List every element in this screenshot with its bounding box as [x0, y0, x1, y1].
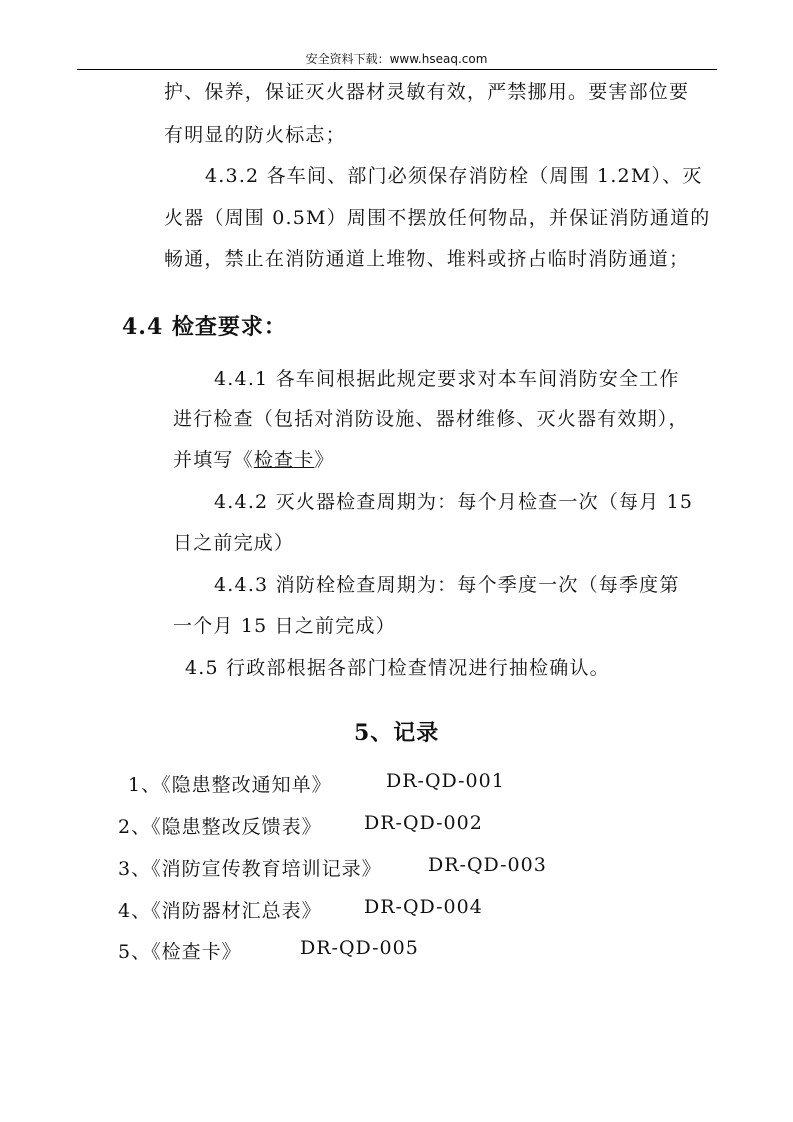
record-item — [118, 854, 718, 881]
record-name: 2、《隐患整改反馈表》 — [118, 816, 322, 838]
body-line: 日之前完成） — [173, 532, 295, 554]
header-rule — [77, 69, 717, 70]
record-code: DR-QD-005 — [300, 937, 419, 959]
record-name: 5、《检查卡》 — [118, 941, 242, 963]
record-code: DR-QD-004 — [364, 896, 483, 918]
record-item — [118, 812, 718, 839]
body-line: 4.4.1 各车间根据此规定要求对本车间消防安全工作 — [214, 368, 680, 390]
body-line: 一个月 15 日之前完成） — [173, 615, 396, 637]
text-fragment: 并填写《 — [173, 449, 254, 471]
record-item — [118, 937, 718, 964]
page-header: 安全资料下载：www.hseaq.com — [305, 52, 488, 66]
section-heading-5: 5、记录 — [354, 720, 440, 746]
body-line: 畅通，禁止在消防通道上堆物、堆料或挤占临时消防通道； — [164, 248, 690, 270]
body-line: 4.4.2 灭火器检查周期为：每个月检查一次（每月 15 — [214, 491, 694, 513]
record-name: 4、《消防器材汇总表》 — [118, 900, 322, 922]
record-code: DR-QD-001 — [386, 770, 505, 792]
body-line: 4.4.3 消防栓检查周期为：每个季度一次（每季度第 — [214, 574, 680, 596]
record-name: 1、《隐患整改通知单》 — [128, 774, 332, 796]
record-item — [118, 896, 718, 923]
record-code: DR-QD-003 — [428, 854, 547, 876]
body-line: 4.5 行政部根据各部门检查情况进行抽检确认。 — [185, 657, 610, 679]
body-line — [173, 445, 335, 472]
record-item — [128, 770, 728, 797]
body-line: 火器（周围 0.5M）周围不摆放任何物品，并保证消防通道的 — [164, 207, 711, 229]
section-heading-4-4: 4.4 检查要求： — [122, 314, 287, 340]
record-name: 3、《消防宣传教育培训记录》 — [118, 858, 382, 880]
record-code: DR-QD-002 — [364, 812, 483, 834]
body-line: 4.3.2 各车间、部门必须保存消防栓（周围 1.2M）、灭 — [205, 165, 703, 187]
text-fragment: 》 — [314, 449, 335, 471]
body-line: 护、保养，保证灭火器材灵敏有效，严禁挪用。要害部位要 — [164, 81, 690, 103]
body-line: 进行检查（包括对消防设施、器材维修、灭火器有效期）， — [173, 408, 689, 430]
body-line: 有明显的防火标志； — [164, 124, 346, 146]
inspection-card-link[interactable]: 检查卡 — [253, 449, 315, 471]
